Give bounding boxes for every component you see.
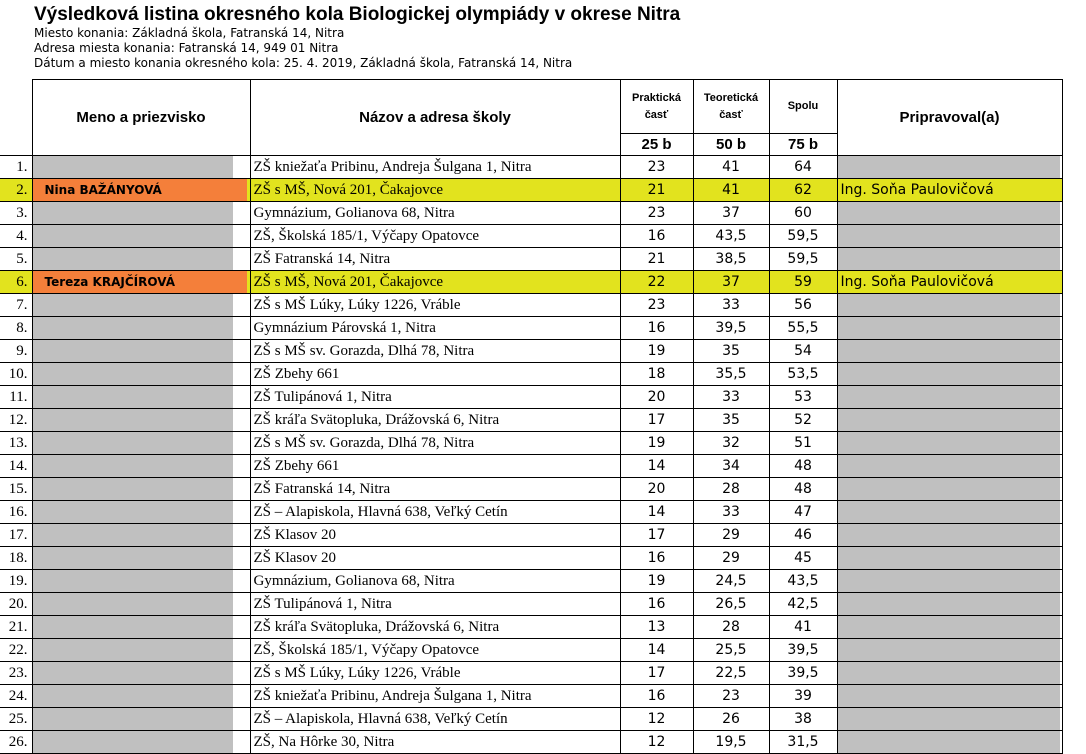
total-score: 48 <box>769 478 837 501</box>
total-score: 59,5 <box>769 225 837 248</box>
theoretical-score: 32 <box>693 432 769 455</box>
redacted-teacher <box>837 524 1062 547</box>
table-row <box>0 317 1062 340</box>
student-name-cell <box>32 294 250 317</box>
redacted-teacher-box <box>838 616 1060 638</box>
student-name-cell <box>32 524 250 547</box>
redacted-name <box>33 524 233 546</box>
redacted-teacher <box>837 409 1062 432</box>
redacted-teacher <box>837 248 1062 271</box>
redacted-teacher-box <box>838 478 1060 500</box>
practical-score: 17 <box>620 409 693 432</box>
redacted-teacher <box>837 225 1062 248</box>
redacted-teacher-box <box>838 570 1060 592</box>
redacted-teacher-box <box>838 593 1060 615</box>
redacted-teacher-box <box>838 501 1060 523</box>
redacted-name <box>33 294 233 316</box>
school-name: Gymnázium, Golianova 68, Nitra <box>250 202 620 225</box>
theoretical-score: 25,5 <box>693 639 769 662</box>
table-row <box>0 524 1062 547</box>
redacted-name <box>33 685 233 707</box>
practical-score: 16 <box>620 225 693 248</box>
row-index: 20. <box>0 593 32 616</box>
redacted-name <box>33 639 233 661</box>
redacted-teacher <box>837 708 1062 731</box>
total-score: 53 <box>769 386 837 409</box>
table-row <box>0 593 1062 616</box>
school-name: ZŠ, Školská 185/1, Výčapy Opatovce <box>250 225 620 248</box>
table-row <box>0 294 1062 317</box>
student-name-cell <box>32 501 250 524</box>
redacted-name <box>33 662 233 684</box>
theoretical-score: 22,5 <box>693 662 769 685</box>
school-name: ZŠ kráľa Svätopluka, Drážovská 6, Nitra <box>250 616 620 639</box>
total-score: 39,5 <box>769 639 837 662</box>
redacted-teacher <box>837 340 1062 363</box>
school-name: ZŠ s MŠ sv. Gorazda, Dlhá 78, Nitra <box>250 340 620 363</box>
date-line: Dátum a miesto konania okresného kola: 25. 4. 2019, Základná škola, Fatranská 14, Nitra <box>34 56 573 70</box>
practical-header <box>620 80 693 134</box>
row-index: 9. <box>0 340 32 363</box>
theoretical-score: 37 <box>693 202 769 225</box>
redacted-name <box>33 708 233 730</box>
row-index: 6. <box>0 271 32 294</box>
practical-score: 23 <box>620 202 693 225</box>
theoretical-score: 33 <box>693 501 769 524</box>
practical-score: 16 <box>620 685 693 708</box>
redacted-teacher <box>837 455 1062 478</box>
table-row <box>0 202 1062 225</box>
total-score: 51 <box>769 432 837 455</box>
practical-score: 19 <box>620 570 693 593</box>
theoretical-score: 37 <box>693 271 769 294</box>
redacted-teacher-box <box>838 340 1060 362</box>
school-name: ZŠ s MŠ Lúky, Lúky 1226, Vráble <box>250 662 620 685</box>
redacted-teacher-box <box>838 547 1060 569</box>
row-index: 15. <box>0 478 32 501</box>
practical-score: 20 <box>620 478 693 501</box>
row-index: 23. <box>0 662 32 685</box>
practical-header-label: Praktická časť <box>632 91 681 121</box>
total-score: 39,5 <box>769 662 837 685</box>
table-row <box>0 225 1062 248</box>
school-name: ZŠ Tulipánová 1, Nitra <box>250 593 620 616</box>
results-table <box>0 79 1063 754</box>
student-name-cell <box>32 363 250 386</box>
document-header <box>34 4 680 71</box>
redacted-teacher-box <box>838 455 1060 477</box>
table-row <box>0 501 1062 524</box>
student-name: Tereza KRAJČÍROVÁ <box>33 271 247 293</box>
school-name: ZŠ kniežaťa Pribinu, Andreja Šulgana 1, Nitra <box>250 156 620 179</box>
theoretical-score: 23 <box>693 685 769 708</box>
total-score: 46 <box>769 524 837 547</box>
total-score: 59,5 <box>769 248 837 271</box>
student-name-cell <box>32 616 250 639</box>
practical-score: 12 <box>620 731 693 754</box>
redacted-teacher-box <box>838 524 1060 546</box>
results-body <box>0 156 1062 754</box>
student-name-cell <box>32 478 250 501</box>
row-index: 19. <box>0 570 32 593</box>
redacted-name <box>33 409 233 431</box>
table-row <box>0 409 1062 432</box>
table-row <box>0 639 1062 662</box>
practical-score: 14 <box>620 501 693 524</box>
school-name: ZŠ, Školská 185/1, Výčapy Opatovce <box>250 639 620 662</box>
school-name: ZŠ – Alapiskola, Hlavná 638, Veľký Cetín <box>250 501 620 524</box>
student-name-cell <box>32 409 250 432</box>
row-index: 24. <box>0 685 32 708</box>
redacted-name <box>33 317 233 339</box>
student-name-cell <box>32 271 250 294</box>
theoretical-score: 35 <box>693 409 769 432</box>
redacted-teacher-box <box>838 708 1060 730</box>
theoretical-score: 29 <box>693 524 769 547</box>
student-name-cell <box>32 179 250 202</box>
name-header: Meno a priezvisko <box>32 80 250 156</box>
redacted-name <box>33 363 233 385</box>
total-score: 39 <box>769 685 837 708</box>
redacted-teacher <box>837 202 1062 225</box>
table-row <box>0 685 1062 708</box>
teacher-header: Pripravoval(a) <box>837 80 1062 156</box>
redacted-teacher <box>837 570 1062 593</box>
school-name: ZŠ Fatranská 14, Nitra <box>250 478 620 501</box>
table-row <box>0 547 1062 570</box>
theoretical-score: 35,5 <box>693 363 769 386</box>
redacted-name <box>33 340 233 362</box>
total-score: 52 <box>769 409 837 432</box>
row-index: 25. <box>0 708 32 731</box>
redacted-name <box>33 547 233 569</box>
row-index: 1. <box>0 156 32 179</box>
redacted-name <box>33 501 233 523</box>
redacted-teacher <box>837 639 1062 662</box>
total-max: 75 b <box>769 134 837 156</box>
school-name: ZŠ Klasov 20 <box>250 524 620 547</box>
school-name: ZŠ Klasov 20 <box>250 547 620 570</box>
student-name-cell <box>32 432 250 455</box>
redacted-teacher-box <box>838 432 1060 454</box>
total-score: 54 <box>769 340 837 363</box>
practical-score: 23 <box>620 156 693 179</box>
practical-score: 17 <box>620 662 693 685</box>
row-index: 3. <box>0 202 32 225</box>
total-score: 56 <box>769 294 837 317</box>
student-name-cell <box>32 570 250 593</box>
redacted-teacher <box>837 616 1062 639</box>
school-name: ZŠ, Na Hôrke 30, Nitra <box>250 731 620 754</box>
redacted-name <box>33 156 233 178</box>
table-row <box>0 156 1062 179</box>
redacted-teacher-box <box>838 294 1060 316</box>
total-score: 47 <box>769 501 837 524</box>
total-header: Spolu <box>769 80 837 134</box>
student-name-cell <box>32 455 250 478</box>
redacted-teacher-box <box>838 409 1060 431</box>
student-name-cell <box>32 156 250 179</box>
table-row <box>0 478 1062 501</box>
practical-score: 19 <box>620 340 693 363</box>
theoretical-score: 35 <box>693 340 769 363</box>
total-score: 55,5 <box>769 317 837 340</box>
row-index: 22. <box>0 639 32 662</box>
school-name: ZŠ Fatranská 14, Nitra <box>250 248 620 271</box>
student-name-cell <box>32 593 250 616</box>
table-row <box>0 731 1062 754</box>
student-name-cell <box>32 662 250 685</box>
total-score: 38 <box>769 708 837 731</box>
theoretical-score: 38,5 <box>693 248 769 271</box>
school-name: ZŠ Zbehy 661 <box>250 455 620 478</box>
theoretical-score: 28 <box>693 478 769 501</box>
redacted-teacher-box <box>838 317 1060 339</box>
practical-score: 14 <box>620 455 693 478</box>
student-name-cell <box>32 639 250 662</box>
practical-score: 14 <box>620 639 693 662</box>
redacted-teacher <box>837 386 1062 409</box>
theoretical-score: 24,5 <box>693 570 769 593</box>
table-row <box>0 179 1062 202</box>
row-index: 11. <box>0 386 32 409</box>
table-row <box>0 662 1062 685</box>
theoretical-header-label: Teoretická časť <box>703 91 759 121</box>
redacted-name <box>33 455 233 477</box>
redacted-teacher-box <box>838 662 1060 684</box>
total-score: 42,5 <box>769 593 837 616</box>
row-index: 16. <box>0 501 32 524</box>
redacted-teacher-box <box>838 386 1060 408</box>
redacted-teacher <box>837 156 1062 179</box>
school-name: Gymnázium, Golianova 68, Nitra <box>250 570 620 593</box>
redacted-teacher <box>837 478 1062 501</box>
student-name-cell <box>32 685 250 708</box>
row-index: 5. <box>0 248 32 271</box>
redacted-name <box>33 570 233 592</box>
practical-score: 19 <box>620 432 693 455</box>
student-name-cell <box>32 202 250 225</box>
student-name-cell <box>32 248 250 271</box>
venue-line: Miesto konania: Základná škola, Fatranská 14, Nitra <box>34 26 345 40</box>
school-name: ZŠ kráľa Svätopluka, Drážovská 6, Nitra <box>250 409 620 432</box>
row-index: 21. <box>0 616 32 639</box>
practical-score: 20 <box>620 386 693 409</box>
redacted-teacher-box <box>838 156 1060 178</box>
school-name: ZŠ – Alapiskola, Hlavná 638, Veľký Cetín <box>250 708 620 731</box>
student-name-cell <box>32 708 250 731</box>
theoretical-score: 33 <box>693 386 769 409</box>
redacted-teacher <box>837 593 1062 616</box>
redacted-name <box>33 386 233 408</box>
school-header: Názov a adresa školy <box>250 80 620 156</box>
theoretical-score: 39,5 <box>693 317 769 340</box>
document-title: Výsledková listina okresného kola Biologickej olympiády v okrese Nitra <box>34 4 681 25</box>
school-name: ZŠ s MŠ, Nová 201, Čakajovce <box>250 271 620 294</box>
row-index: 2. <box>0 179 32 202</box>
redacted-teacher <box>837 317 1062 340</box>
row-index: 12. <box>0 409 32 432</box>
total-score: 45 <box>769 547 837 570</box>
practical-score: 23 <box>620 294 693 317</box>
redacted-teacher-box <box>838 248 1060 270</box>
practical-score: 21 <box>620 179 693 202</box>
practical-score: 22 <box>620 271 693 294</box>
theoretical-header <box>693 80 769 134</box>
teacher-name: Ing. Soňa Paulovičová <box>837 271 1062 294</box>
practical-max: 25 b <box>620 134 693 156</box>
school-name: ZŠ kniežaťa Pribinu, Andreja Šulgana 1, Nitra <box>250 685 620 708</box>
student-name-cell <box>32 317 250 340</box>
row-index: 14. <box>0 455 32 478</box>
theoretical-score: 41 <box>693 156 769 179</box>
student-name-cell <box>32 340 250 363</box>
practical-score: 18 <box>620 363 693 386</box>
redacted-name <box>33 731 233 753</box>
redacted-name <box>33 478 233 500</box>
total-score: 43,5 <box>769 570 837 593</box>
redacted-name <box>33 432 233 454</box>
school-name: ZŠ s MŠ Lúky, Lúky 1226, Vráble <box>250 294 620 317</box>
redacted-name <box>33 202 233 224</box>
table-row <box>0 432 1062 455</box>
student-name: Nina BAŽÁNYOVÁ <box>33 179 247 201</box>
index-header <box>0 80 32 156</box>
total-score: 59 <box>769 271 837 294</box>
school-name: ZŠ s MŠ, Nová 201, Čakajovce <box>250 179 620 202</box>
practical-score: 13 <box>620 616 693 639</box>
row-index: 18. <box>0 547 32 570</box>
table-row <box>0 340 1062 363</box>
school-name: ZŠ s MŠ sv. Gorazda, Dlhá 78, Nitra <box>250 432 620 455</box>
redacted-teacher <box>837 432 1062 455</box>
school-name: Gymnázium Párovská 1, Nitra <box>250 317 620 340</box>
table-row <box>0 455 1062 478</box>
total-score: 60 <box>769 202 837 225</box>
redacted-teacher <box>837 547 1062 570</box>
redacted-teacher <box>837 501 1062 524</box>
redacted-teacher-box <box>838 363 1060 385</box>
table-row <box>0 570 1062 593</box>
total-score: 62 <box>769 179 837 202</box>
table-row <box>0 271 1062 294</box>
table-row <box>0 248 1062 271</box>
total-score: 31,5 <box>769 731 837 754</box>
theoretical-score: 26 <box>693 708 769 731</box>
table-row <box>0 616 1062 639</box>
total-score: 41 <box>769 616 837 639</box>
table-row <box>0 363 1062 386</box>
theoretical-score: 34 <box>693 455 769 478</box>
table-row <box>0 708 1062 731</box>
redacted-name <box>33 616 233 638</box>
row-index: 8. <box>0 317 32 340</box>
student-name-cell <box>32 731 250 754</box>
theoretical-score: 19,5 <box>693 731 769 754</box>
redacted-teacher <box>837 662 1062 685</box>
student-name-cell <box>32 386 250 409</box>
practical-score: 21 <box>620 248 693 271</box>
student-name-cell <box>32 225 250 248</box>
theoretical-score: 29 <box>693 547 769 570</box>
theoretical-score: 33 <box>693 294 769 317</box>
school-name: ZŠ Tulipánová 1, Nitra <box>250 386 620 409</box>
redacted-teacher <box>837 731 1062 754</box>
redacted-name <box>33 593 233 615</box>
total-score: 53,5 <box>769 363 837 386</box>
row-index: 17. <box>0 524 32 547</box>
theoretical-score: 26,5 <box>693 593 769 616</box>
redacted-teacher-box <box>838 225 1060 247</box>
row-index: 10. <box>0 363 32 386</box>
theoretical-max: 50 b <box>693 134 769 156</box>
redacted-teacher-box <box>838 202 1060 224</box>
redacted-name <box>33 225 233 247</box>
redacted-teacher <box>837 685 1062 708</box>
theoretical-score: 41 <box>693 179 769 202</box>
redacted-teacher <box>837 363 1062 386</box>
student-name-cell <box>32 547 250 570</box>
total-score: 48 <box>769 455 837 478</box>
theoretical-score: 43,5 <box>693 225 769 248</box>
redacted-name <box>33 248 233 270</box>
practical-score: 16 <box>620 593 693 616</box>
row-index: 4. <box>0 225 32 248</box>
table-row <box>0 386 1062 409</box>
redacted-teacher-box <box>838 639 1060 661</box>
teacher-name: Ing. Soňa Paulovičová <box>837 179 1062 202</box>
total-score: 64 <box>769 156 837 179</box>
redacted-teacher <box>837 294 1062 317</box>
address-line: Adresa miesta konania: Fatranská 14, 949 01 Nitra <box>34 41 339 55</box>
redacted-teacher-box <box>838 685 1060 707</box>
practical-score: 17 <box>620 524 693 547</box>
practical-score: 12 <box>620 708 693 731</box>
row-index: 7. <box>0 294 32 317</box>
theoretical-score: 28 <box>693 616 769 639</box>
redacted-teacher-box <box>838 731 1060 753</box>
row-index: 13. <box>0 432 32 455</box>
practical-score: 16 <box>620 547 693 570</box>
practical-score: 16 <box>620 317 693 340</box>
school-name: ZŠ Zbehy 661 <box>250 363 620 386</box>
row-index: 26. <box>0 731 32 754</box>
